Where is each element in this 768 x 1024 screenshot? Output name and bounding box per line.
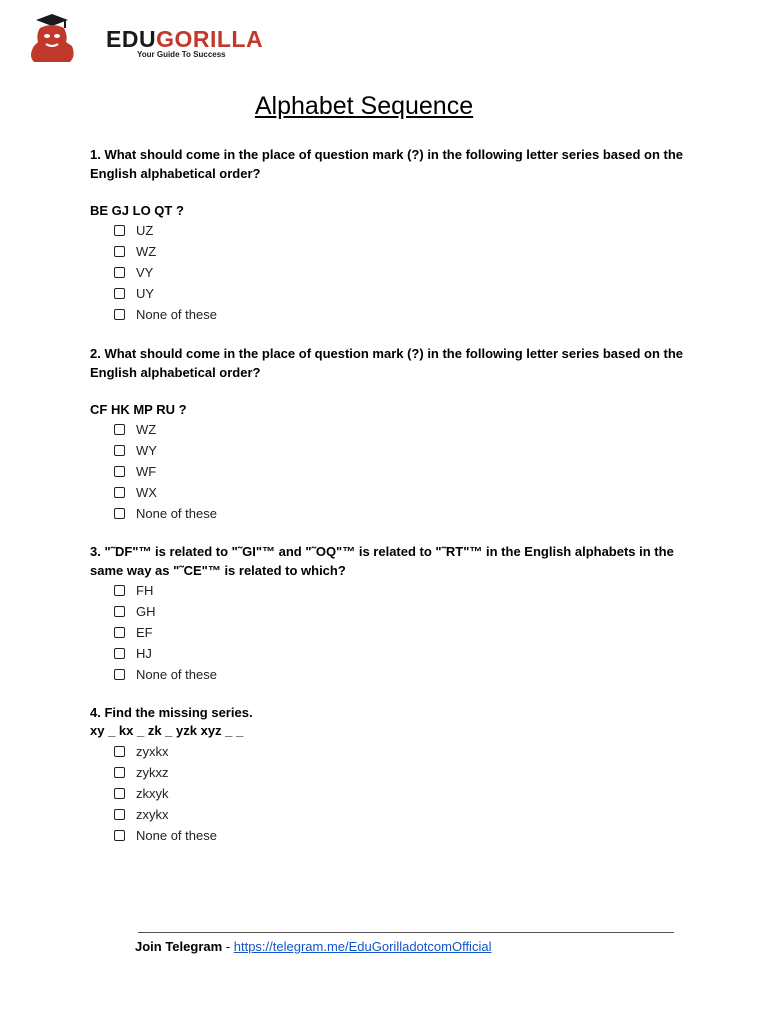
option-label: WY (136, 443, 157, 458)
option-item[interactable] (114, 804, 217, 825)
checkbox[interactable] (114, 830, 125, 841)
checkbox[interactable] (114, 788, 125, 799)
option-item[interactable] (114, 461, 217, 482)
question-1-series: BE GJ LO QT ? (90, 203, 184, 218)
option-label: WF (136, 464, 157, 479)
footer (135, 939, 491, 954)
option-item[interactable] (114, 622, 217, 643)
option-label: None of these (136, 506, 217, 521)
option-label: WZ (136, 244, 157, 259)
option-label: zkxyk (136, 786, 169, 801)
option-label: HJ (136, 646, 152, 661)
question-2-options (114, 419, 217, 524)
gorilla-icon (30, 12, 78, 64)
brand-prefix: EDU (106, 26, 157, 52)
option-item[interactable] (114, 762, 217, 783)
question-4-options (114, 741, 217, 846)
option-item[interactable] (114, 741, 217, 762)
option-item[interactable] (114, 601, 217, 622)
question-3-text: 3. "˜DF"™ is related to "˜GI"™ and "˜OQ"™ is related to "˜RT"™ in the English alphabets in the same way as "˜CE"™ is related to which? (90, 544, 674, 578)
option-label: GH (136, 604, 156, 619)
brand-suffix: GORILLA (156, 26, 264, 52)
option-item[interactable] (114, 580, 217, 601)
option-item[interactable] (114, 643, 217, 664)
option-label: zykxz (136, 765, 169, 780)
option-item[interactable] (114, 482, 217, 503)
option-label: UZ (136, 223, 154, 238)
checkbox[interactable] (114, 445, 125, 456)
option-label: None of these (136, 667, 217, 682)
option-item[interactable] (114, 503, 217, 524)
checkbox[interactable] (114, 466, 125, 477)
option-item[interactable] (114, 664, 217, 685)
checkbox[interactable] (114, 606, 125, 617)
option-label: WZ (136, 422, 157, 437)
option-label: EF (136, 625, 153, 640)
question-2-series: CF HK MP RU ? (90, 402, 187, 417)
brand-name (106, 26, 263, 53)
checkbox[interactable] (114, 225, 125, 236)
question-1-options (114, 220, 217, 325)
question-1-text: 1. What should come in the place of question mark (?) in the following letter series based on the English alphabetical order? (90, 147, 684, 181)
footer-separator: - (222, 939, 234, 954)
checkbox[interactable] (114, 767, 125, 778)
telegram-link[interactable]: https://telegram.me/EduGorilladotcomOfficial (233, 939, 492, 954)
checkbox[interactable] (114, 267, 125, 278)
checkbox[interactable] (114, 288, 125, 299)
option-item[interactable] (114, 283, 217, 304)
option-item[interactable] (114, 825, 217, 846)
checkbox[interactable] (114, 585, 125, 596)
question-4-text: 4. Find the missing series. (90, 705, 253, 720)
checkbox[interactable] (114, 246, 125, 257)
option-label: zyxkx (136, 744, 169, 759)
footer-divider (138, 932, 674, 933)
footer-label: Join Telegram (135, 939, 223, 954)
edugorilla-logo (30, 12, 264, 64)
option-label: zxykx (136, 807, 169, 822)
brand-tagline: Your Guide To Success (137, 50, 226, 59)
option-item[interactable] (114, 419, 217, 440)
option-item[interactable] (114, 440, 217, 461)
option-item[interactable] (114, 304, 217, 325)
question-3-options (114, 580, 217, 685)
checkbox[interactable] (114, 648, 125, 659)
option-item[interactable] (114, 241, 217, 262)
checkbox[interactable] (114, 508, 125, 519)
checkbox[interactable] (114, 809, 125, 820)
option-label: VY (136, 265, 154, 280)
checkbox[interactable] (114, 669, 125, 680)
checkbox[interactable] (114, 487, 125, 498)
option-label: None of these (136, 828, 217, 843)
page-title: Alphabet Sequence (254, 92, 474, 120)
option-item[interactable] (114, 783, 217, 804)
option-label: FH (136, 583, 154, 598)
checkbox[interactable] (114, 746, 125, 757)
checkbox[interactable] (114, 309, 125, 320)
option-label: UY (136, 286, 155, 301)
checkbox[interactable] (114, 627, 125, 638)
option-item[interactable] (114, 262, 217, 283)
question-4-series: xy _ kx _ zk _ yzk xyz _ _ (90, 723, 244, 738)
option-item[interactable] (114, 220, 217, 241)
question-2-text: 2. What should come in the place of question mark (?) in the following letter series based on the English alphabetical order? (90, 346, 684, 380)
checkbox[interactable] (114, 424, 125, 435)
option-label: None of these (136, 307, 217, 322)
option-label: WX (136, 485, 157, 500)
